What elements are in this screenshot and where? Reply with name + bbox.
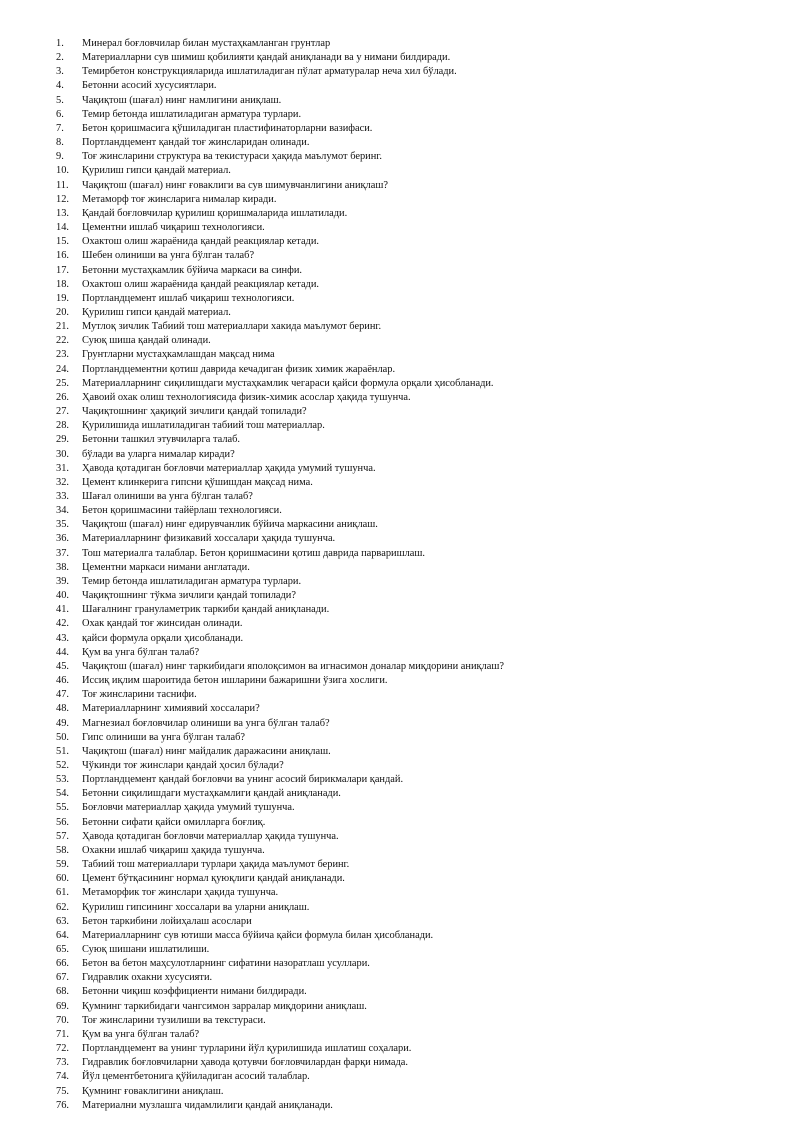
list-item bbox=[56, 334, 776, 348]
list-item bbox=[56, 94, 776, 108]
list-item bbox=[56, 348, 776, 362]
item-number: 50. bbox=[56, 731, 69, 743]
list-item bbox=[56, 943, 776, 957]
item-number: 52. bbox=[56, 759, 69, 771]
list-item bbox=[56, 1014, 776, 1028]
item-text: Ҳавода қотадиган боғловчи материаллар ҳақида умумий тушунча. bbox=[82, 462, 376, 474]
item-number: 6. bbox=[56, 108, 64, 120]
item-number: 71. bbox=[56, 1028, 69, 1040]
item-number: 2. bbox=[56, 52, 64, 64]
list-item bbox=[56, 363, 776, 377]
list-item bbox=[56, 886, 776, 900]
item-number: 58. bbox=[56, 844, 69, 856]
item-text: Охак қандай тоғ жинсидан олинади. bbox=[82, 618, 243, 630]
item-text: Охактош олиш жараёнида қандай реакциялар кетади. bbox=[82, 278, 320, 290]
item-number: 28. bbox=[56, 420, 69, 432]
list-item bbox=[56, 1042, 776, 1056]
item-text: Охакни ишлаб чиқариш ҳақида тушунча. bbox=[82, 844, 265, 856]
item-number: 25. bbox=[56, 377, 69, 389]
list-item bbox=[56, 179, 776, 193]
item-text: Минерал боғловчилар билан мустаҳкамланган грунтлар bbox=[82, 38, 331, 49]
item-number: 22. bbox=[56, 335, 69, 347]
list-item bbox=[56, 674, 776, 688]
item-text: Бетон таркибини лойиҳалаш асослари bbox=[82, 915, 252, 927]
item-number: 57. bbox=[56, 830, 69, 842]
item-number: 11. bbox=[56, 179, 69, 191]
list-item bbox=[56, 51, 776, 65]
list-item bbox=[56, 589, 776, 603]
item-text: Бетон қоришмасини тайёрлаш технологияси. bbox=[82, 505, 282, 517]
item-number: 27. bbox=[56, 406, 69, 418]
item-text: Тош материалга талаблар. Бетон қоришмасини қотиш даврида парваришлаш. bbox=[82, 547, 425, 559]
item-text: Портландцемент ишлаб чиқариш технологияси. bbox=[82, 292, 295, 304]
list-item bbox=[56, 971, 776, 985]
list-item bbox=[56, 79, 776, 93]
item-number: 55. bbox=[56, 802, 69, 814]
list-item bbox=[56, 532, 776, 546]
item-text: Метаморф тоғ жинсларига нималар киради. bbox=[82, 193, 277, 205]
item-number: 19. bbox=[56, 292, 69, 304]
item-number: 7. bbox=[56, 122, 64, 134]
item-number: 67. bbox=[56, 972, 69, 984]
item-text: Бетон қоришмасига қўшиладиган пластифинаторларни вазифаси. bbox=[82, 122, 373, 134]
list-item bbox=[56, 1028, 776, 1042]
list-item bbox=[56, 419, 776, 433]
item-number: 4. bbox=[56, 80, 64, 92]
list-item bbox=[56, 603, 776, 617]
item-number: 49. bbox=[56, 717, 69, 729]
item-text: Чақиқтош (шағал) нинг намлигини аниқлаш. bbox=[82, 94, 282, 106]
item-text: Чақиқтош (шағал) нинг едирувчанлик бўйича маркасини аниқлаш. bbox=[82, 519, 378, 531]
list-item bbox=[56, 617, 776, 631]
item-text: Чақиқтош (шағал) нинг майдалик даражасини аниқлаш. bbox=[82, 745, 331, 757]
item-text: Материалларни сув шимиш қобилияти қандай аниқланади ва у нимани билдиради. bbox=[82, 52, 451, 64]
item-text: Бетонни мустаҳкамлик бўйича маркаси ва синфи. bbox=[82, 264, 303, 276]
item-text: Суюқ шиша қандай олинади. bbox=[82, 335, 211, 347]
item-number: 63. bbox=[56, 915, 69, 927]
item-text: Портландцемент қандай тоғ жинсларидан олинади. bbox=[82, 137, 310, 149]
item-text: Қурилишида ишлатиладиган табиий тош материаллар. bbox=[82, 420, 325, 432]
item-number: 43. bbox=[56, 632, 69, 644]
item-text: Тоғ жинсларини структура ва текистураси ҳақида маълумот беринг. bbox=[82, 151, 382, 163]
list-item bbox=[56, 490, 776, 504]
list-item bbox=[56, 1056, 776, 1070]
list-item bbox=[56, 164, 776, 178]
item-number: 33. bbox=[56, 491, 69, 502]
item-text: Тоғ жинсларини таснифи. bbox=[82, 689, 197, 701]
list-item bbox=[56, 122, 776, 136]
list-item bbox=[56, 702, 776, 716]
item-number: 24. bbox=[56, 363, 69, 375]
list-item bbox=[56, 632, 776, 646]
item-number: 16. bbox=[56, 250, 69, 262]
item-number: 30. bbox=[56, 448, 69, 460]
list-item bbox=[56, 985, 776, 999]
item-number: 23. bbox=[56, 349, 69, 361]
list-item bbox=[56, 504, 776, 518]
list-item bbox=[56, 858, 776, 872]
item-number: 44. bbox=[56, 646, 69, 658]
item-number: 65. bbox=[56, 944, 69, 955]
item-number: 41. bbox=[56, 604, 69, 616]
item-number: 68. bbox=[56, 986, 69, 998]
item-number: 9. bbox=[56, 151, 64, 163]
list-item bbox=[56, 207, 776, 221]
list-item bbox=[56, 801, 776, 815]
item-number: 15. bbox=[56, 236, 69, 248]
item-number: 36. bbox=[56, 533, 69, 545]
list-item bbox=[56, 235, 776, 249]
list-item bbox=[56, 448, 776, 462]
item-text: Бетонни ташкил этувчиларга талаб. bbox=[82, 434, 241, 446]
item-number: 3. bbox=[56, 66, 64, 78]
item-text: Шебен олиниши ва унга бўлган талаб? bbox=[82, 250, 255, 262]
item-number: 45. bbox=[56, 660, 69, 672]
item-number: 13. bbox=[56, 207, 69, 219]
item-text: Чақиқтош (шағал) нинг таркибидаги яполоқсимон ва игнасимон доналар миқдорини аниқлаш? bbox=[82, 660, 504, 672]
item-text: Тоғ жинсларини тузилиши ва текстураси. bbox=[82, 1014, 266, 1026]
item-number: 69. bbox=[56, 1000, 69, 1012]
item-text: Қурилиш гипси қандай материал. bbox=[82, 306, 231, 318]
list-item bbox=[56, 717, 776, 731]
item-number: 17. bbox=[56, 264, 69, 276]
item-text: Қурилиш гипсининг хоссалари ва уларни аниқлаш. bbox=[82, 901, 310, 913]
item-number: 62. bbox=[56, 901, 69, 913]
list-item bbox=[56, 306, 776, 320]
item-number: 72. bbox=[56, 1043, 69, 1055]
item-number: 18. bbox=[56, 278, 69, 290]
item-number: 10. bbox=[56, 165, 69, 177]
item-number: 38. bbox=[56, 561, 69, 573]
list-item bbox=[56, 264, 776, 278]
list-item bbox=[56, 405, 776, 419]
item-number: 46. bbox=[56, 675, 69, 687]
item-number: 21. bbox=[56, 321, 69, 333]
item-text: Материални музлашга чидамлилиги қандай аниқланади. bbox=[82, 1099, 333, 1111]
item-text: Суюқ шишани ишлатилиши. bbox=[82, 944, 210, 955]
item-number: 35. bbox=[56, 519, 69, 531]
list-item bbox=[56, 547, 776, 561]
item-text: Чўкинди тоғ жинслари қандай ҳосил бўлади? bbox=[82, 759, 284, 771]
item-text: Қум ва унга бўлган талаб? bbox=[82, 646, 200, 658]
item-text: Материалларнинг химиявий хоссалари? bbox=[82, 703, 260, 715]
item-number: 14. bbox=[56, 222, 69, 234]
item-text: Қумнинг таркибидаги чангсимон зарралар миқдорини аниқлаш. bbox=[82, 1000, 367, 1012]
list-item bbox=[56, 575, 776, 589]
item-text: Материалларнинг сув ютиши масса бўйича қайси формула билан ҳисобланади. bbox=[82, 929, 434, 941]
item-text: Гипс олиниши ва унга бўлган талаб? bbox=[82, 731, 245, 743]
item-text: Бетон ва бетон маҳсулотларнинг сифатини назоратлаш усуллари. bbox=[82, 958, 370, 970]
item-text: Мутлоқ зичлик Табиий тош материаллари хакида маълумот беринг. bbox=[82, 321, 382, 333]
item-number: 61. bbox=[56, 887, 69, 899]
list-item bbox=[56, 377, 776, 391]
item-number: 59. bbox=[56, 859, 69, 871]
list-item bbox=[56, 193, 776, 207]
list-item bbox=[56, 1085, 776, 1099]
item-number: 32. bbox=[56, 476, 69, 488]
list-item bbox=[56, 292, 776, 306]
list-item bbox=[56, 731, 776, 745]
list-item bbox=[56, 476, 776, 490]
item-text: Цемент бўтқасининг нормал қуюқлиги қандай аниқланади. bbox=[82, 873, 345, 885]
item-text: Материалларнинг сиқилишдаги мустаҳкамлик чегараси қайси формула орқали ҳисобланади. bbox=[82, 377, 494, 389]
list-item bbox=[56, 278, 776, 292]
item-text: Шағалнинг грануламетрик таркиби қандай аниқланади. bbox=[82, 604, 330, 616]
item-text: Цемент клинкерига гипсни қўшишдан мақсад нима. bbox=[82, 476, 313, 488]
item-number: 53. bbox=[56, 774, 69, 786]
item-text: Қумнинг ғоваклигини аниқлаш. bbox=[82, 1085, 224, 1097]
item-text: Портландцемент ва унинг турларини йўл қурилишида ишлатиш соҳалари. bbox=[82, 1043, 412, 1055]
list-item bbox=[56, 646, 776, 660]
item-text: Чақиқтош (шағал) нинг ғоваклиги ва сув шимувчанлигини аниқлаш? bbox=[82, 179, 388, 191]
list-item bbox=[56, 844, 776, 858]
item-text: Цементни маркаси нимани англатади. bbox=[82, 561, 250, 573]
item-number: 70. bbox=[56, 1014, 69, 1026]
list-item bbox=[56, 150, 776, 164]
list-item bbox=[56, 1099, 776, 1113]
item-number: 34. bbox=[56, 505, 69, 517]
item-text: Боғловчи материаллар ҳақида умумий тушунча. bbox=[82, 802, 295, 814]
item-text: Қум ва унга бўлган талаб? bbox=[82, 1028, 200, 1040]
item-number: 64. bbox=[56, 929, 69, 941]
list-item bbox=[56, 915, 776, 929]
list-item bbox=[56, 1070, 776, 1084]
item-number: 56. bbox=[56, 816, 69, 828]
item-number: 51. bbox=[56, 745, 69, 757]
list-item bbox=[56, 816, 776, 830]
list-item bbox=[56, 65, 776, 79]
item-text: Иссиқ иқлим шароитида бетон ишларини бажаришни ўзига хослиги. bbox=[82, 675, 388, 687]
item-number: 1. bbox=[56, 38, 64, 49]
item-number: 66. bbox=[56, 958, 69, 970]
item-text: Шағал олиниши ва унга бўлган талаб? bbox=[82, 491, 253, 502]
list-item bbox=[56, 518, 776, 532]
list-item bbox=[56, 929, 776, 943]
item-text: Метаморфик тоғ жинслари ҳақида тушунча. bbox=[82, 887, 279, 899]
list-item bbox=[56, 773, 776, 787]
item-number: 40. bbox=[56, 590, 69, 602]
list-item bbox=[56, 561, 776, 575]
list-item bbox=[56, 1000, 776, 1014]
list-item bbox=[56, 660, 776, 674]
item-text: Материалларнинг физикавий хоссалари ҳақида тушунча. bbox=[82, 533, 336, 545]
item-text: Бетонни чиқиш коэффициенти нимани билдиради. bbox=[82, 986, 307, 998]
item-text: Қурилиш гипси қандай материал. bbox=[82, 165, 231, 177]
list-item bbox=[56, 136, 776, 150]
item-text: қайси формула орқали ҳисобланади. bbox=[82, 632, 244, 644]
list-item bbox=[56, 37, 776, 51]
item-text: бўлади ва уларга нималар киради? bbox=[82, 448, 235, 460]
item-text: Бетонни асосий хусусиятлари. bbox=[82, 80, 217, 92]
item-text: Ҳавода қотадиган боғловчи материаллар ҳақида тушунча. bbox=[82, 830, 339, 842]
item-number: 26. bbox=[56, 391, 69, 403]
item-text: Гидравлик охакни хусусияти. bbox=[82, 972, 213, 984]
item-number: 42. bbox=[56, 618, 69, 630]
item-number: 47. bbox=[56, 689, 69, 701]
item-number: 60. bbox=[56, 873, 69, 885]
item-text: Магнезиал боғловчилар олиниши ва унга бўлган талаб? bbox=[82, 717, 330, 729]
item-number: 75. bbox=[56, 1085, 69, 1097]
item-text: Гидравлик боғловчиларни ҳавода қотувчи боғловчилардан фарқи нимада. bbox=[82, 1057, 409, 1069]
item-number: 54. bbox=[56, 788, 69, 800]
item-text: Йўл цементбетонига қўйиладиган асосий талаблар. bbox=[82, 1071, 310, 1083]
item-number: 5. bbox=[56, 94, 64, 106]
item-text: Чақиқтошнинг тўкма зичлиги қандай топилади? bbox=[82, 590, 296, 602]
list-item bbox=[56, 249, 776, 263]
list-item bbox=[56, 901, 776, 915]
item-text: Цементни ишлаб чиқариш технологияси. bbox=[82, 222, 265, 234]
item-text: Бетонни сиқилишдаги мустаҳкамлиги қандай аниқланади. bbox=[82, 788, 341, 800]
item-number: 73. bbox=[56, 1057, 69, 1069]
item-text: Темирбетон конструкцияларида ишлатиладиган пўлат арматуралар неча хил бўлади. bbox=[82, 66, 457, 78]
item-text: Темир бетонда ишлатиладиган арматура турлари. bbox=[82, 108, 302, 120]
list-item bbox=[56, 433, 776, 447]
list-item bbox=[56, 787, 776, 801]
item-text: Портландцемент қандай боғловчи ва унинг асосий бирикмалари қандай. bbox=[82, 774, 404, 786]
list-item bbox=[56, 830, 776, 844]
item-text: Портландцементни қотиш даврида кечадиган физик химик жараёнлар. bbox=[82, 363, 396, 375]
question-list bbox=[56, 37, 776, 1113]
list-item bbox=[56, 221, 776, 235]
item-number: 31. bbox=[56, 462, 69, 474]
list-item bbox=[56, 320, 776, 334]
item-number: 48. bbox=[56, 703, 69, 715]
item-number: 37. bbox=[56, 547, 69, 559]
item-number: 20. bbox=[56, 306, 69, 318]
item-text: Охактош олиш жараёнида қандай реакциялар кетади. bbox=[82, 236, 320, 248]
item-text: Темир бетонда ишлатиладиган арматура турлари. bbox=[82, 575, 302, 587]
list-item bbox=[56, 391, 776, 405]
list-item bbox=[56, 759, 776, 773]
item-text: Грунтларни мустаҳкамлашдан мақсад нима bbox=[82, 349, 275, 361]
item-number: 12. bbox=[56, 193, 69, 205]
item-number: 76. bbox=[56, 1099, 69, 1111]
item-text: Қандай боғловчилар қурилиш қоришмаларида ишлатилади. bbox=[82, 207, 348, 219]
item-number: 74. bbox=[56, 1071, 69, 1083]
item-number: 8. bbox=[56, 137, 64, 149]
item-text: Табиий тош материаллари турлари ҳақида маълумот беринг. bbox=[82, 859, 350, 871]
list-item bbox=[56, 108, 776, 122]
list-item bbox=[56, 688, 776, 702]
list-item bbox=[56, 957, 776, 971]
list-item bbox=[56, 872, 776, 886]
list-item bbox=[56, 745, 776, 759]
item-text: Чақиқтошнинг ҳақиқий зичлиги қандай топилади? bbox=[82, 406, 307, 418]
item-text: Ҳавоий охак олиш технологиясида физик-химик асослар ҳақида тушунча. bbox=[82, 391, 411, 403]
item-text: Бетонни сифати қайси омилларга боғлиқ. bbox=[82, 816, 266, 828]
item-number: 29. bbox=[56, 434, 69, 446]
list-item bbox=[56, 462, 776, 476]
item-number: 39. bbox=[56, 575, 69, 587]
